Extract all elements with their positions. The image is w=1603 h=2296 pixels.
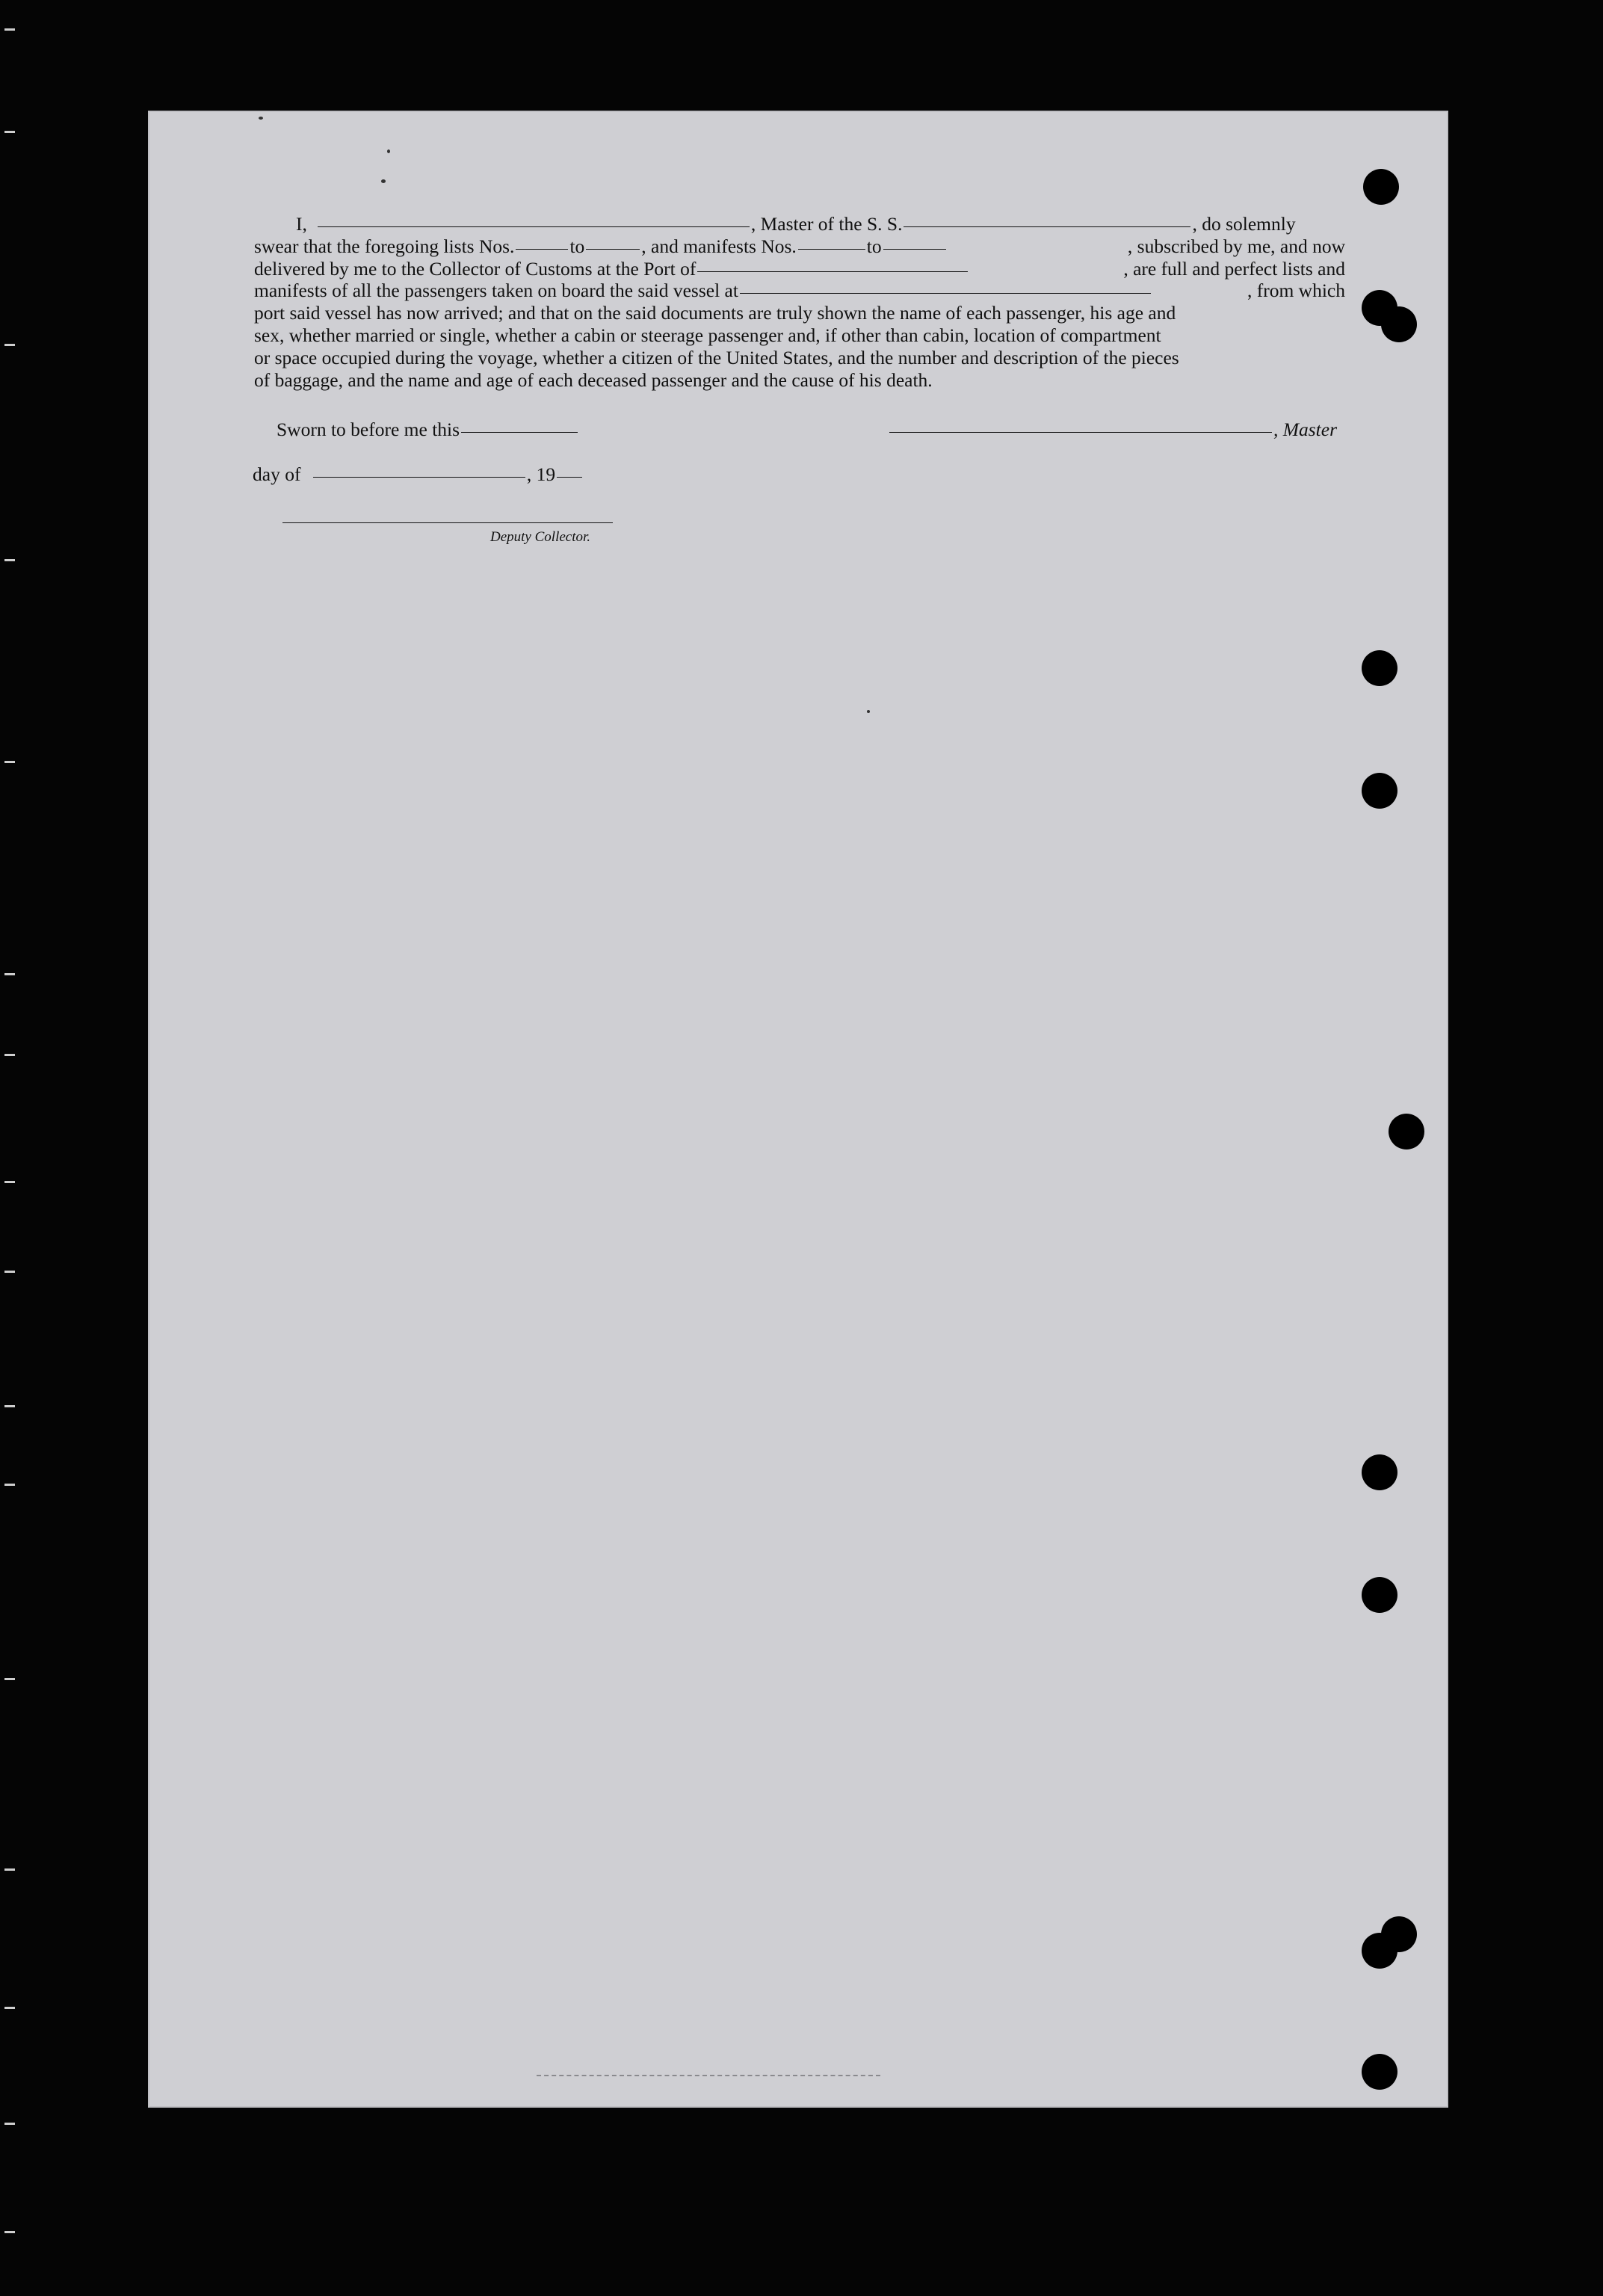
frame-tick (4, 761, 15, 763)
oath-line-5 (254, 302, 1345, 324)
master-label: , Master (1273, 419, 1337, 440)
frame-tick (4, 973, 15, 975)
frame-tick (4, 1405, 15, 1407)
year-field[interactable] (557, 477, 582, 478)
speck (387, 149, 390, 153)
departure-port-field[interactable] (740, 293, 1151, 294)
punch-hole (1362, 773, 1397, 809)
day-of-field[interactable] (313, 477, 525, 478)
deputy-collector-label: Deputy Collector. (490, 529, 591, 545)
day-of-line (253, 463, 584, 486)
frame-tick (4, 2231, 15, 2233)
master-signature-field[interactable] (889, 432, 1272, 433)
oath-text: manifests of all the passengers taken on board the said vessel at (254, 280, 738, 302)
oath-line-6 (254, 324, 1345, 347)
dashed-mark (537, 2075, 880, 2076)
oath-text: , from which (1247, 280, 1345, 302)
oath-text: delivered by me to the Collector of Customs at the Port of (254, 257, 697, 280)
punch-hole (1362, 2054, 1397, 2090)
frame-tick (4, 344, 15, 346)
frame-tick (4, 131, 15, 133)
oath-text: , do solemnly (1192, 213, 1296, 235)
frame-tick (4, 559, 15, 561)
frame-tick (4, 1181, 15, 1183)
day-of-label: day of (253, 463, 301, 485)
lists-to-field[interactable] (586, 249, 640, 250)
ship-name-field[interactable] (904, 226, 1190, 227)
speck (867, 710, 870, 713)
document-page (148, 111, 1448, 2108)
manifests-from-field[interactable] (798, 249, 865, 250)
sworn-date-field[interactable] (461, 432, 578, 433)
oath-text: swear that the foregoing lists Nos. (254, 235, 515, 257)
punch-hole (1389, 1114, 1424, 1149)
oath-text: or space occupied during the voyage, whether a citizen of the United States, and the number and description of the pieces (254, 346, 1179, 368)
frame-tick (4, 2123, 15, 2125)
punch-hole (1362, 1577, 1397, 1613)
punch-hole (1362, 1454, 1397, 1490)
lists-from-field[interactable] (516, 249, 568, 250)
oath-line-1 (254, 213, 1345, 235)
sworn-label: Sworn to before me this (277, 419, 460, 440)
year-label: , 19 (526, 463, 556, 485)
oath-text: port said vessel has now arrived; and that on the said documents are truly shown the name of each passenger, his age and (254, 302, 1176, 324)
oath-text: , are full and perfect lists and (1123, 257, 1345, 280)
sworn-line (277, 419, 579, 441)
oath-line-4 (254, 280, 1345, 302)
oath-text: sex, whether married or single, whether a cabin or steerage passenger and, if other than cabin, location of compartment (254, 324, 1161, 346)
oath-text: of baggage, and the name and age of each deceased passenger and the cause of his death. (254, 368, 933, 391)
oath-text: , Master of the S. S. (750, 213, 903, 235)
oath-text: , and manifests Nos. (641, 235, 797, 257)
frame-tick (4, 1868, 15, 1871)
oath-paragraph (254, 213, 1345, 391)
punch-hole (1381, 1916, 1417, 1952)
frame-tick (4, 1054, 15, 1056)
frame-tick (4, 1271, 15, 1273)
oath-text: I, (296, 213, 307, 235)
deputy-collector-signature-field[interactable] (282, 522, 613, 523)
manifests-to-field[interactable] (883, 249, 946, 250)
master-signature (888, 419, 1337, 441)
punch-hole (1381, 306, 1417, 342)
oath-text: , subscribed by me, and now (1127, 235, 1345, 257)
oath-text: to (866, 235, 882, 257)
frame-tick (4, 28, 15, 31)
speck (259, 117, 263, 120)
oath-text: to (569, 235, 585, 257)
oath-line-8 (254, 369, 1345, 392)
punch-hole (1363, 169, 1399, 205)
oath-line-3 (254, 258, 1345, 280)
frame-tick (4, 1678, 15, 1680)
frame-tick (4, 2007, 15, 2009)
port-field[interactable] (697, 271, 968, 272)
master-name-field[interactable] (318, 226, 750, 227)
frame-tick (4, 1484, 15, 1486)
oath-line-2 (254, 235, 1345, 258)
punch-hole (1362, 650, 1397, 686)
speck (381, 179, 386, 183)
oath-line-7 (254, 347, 1345, 369)
